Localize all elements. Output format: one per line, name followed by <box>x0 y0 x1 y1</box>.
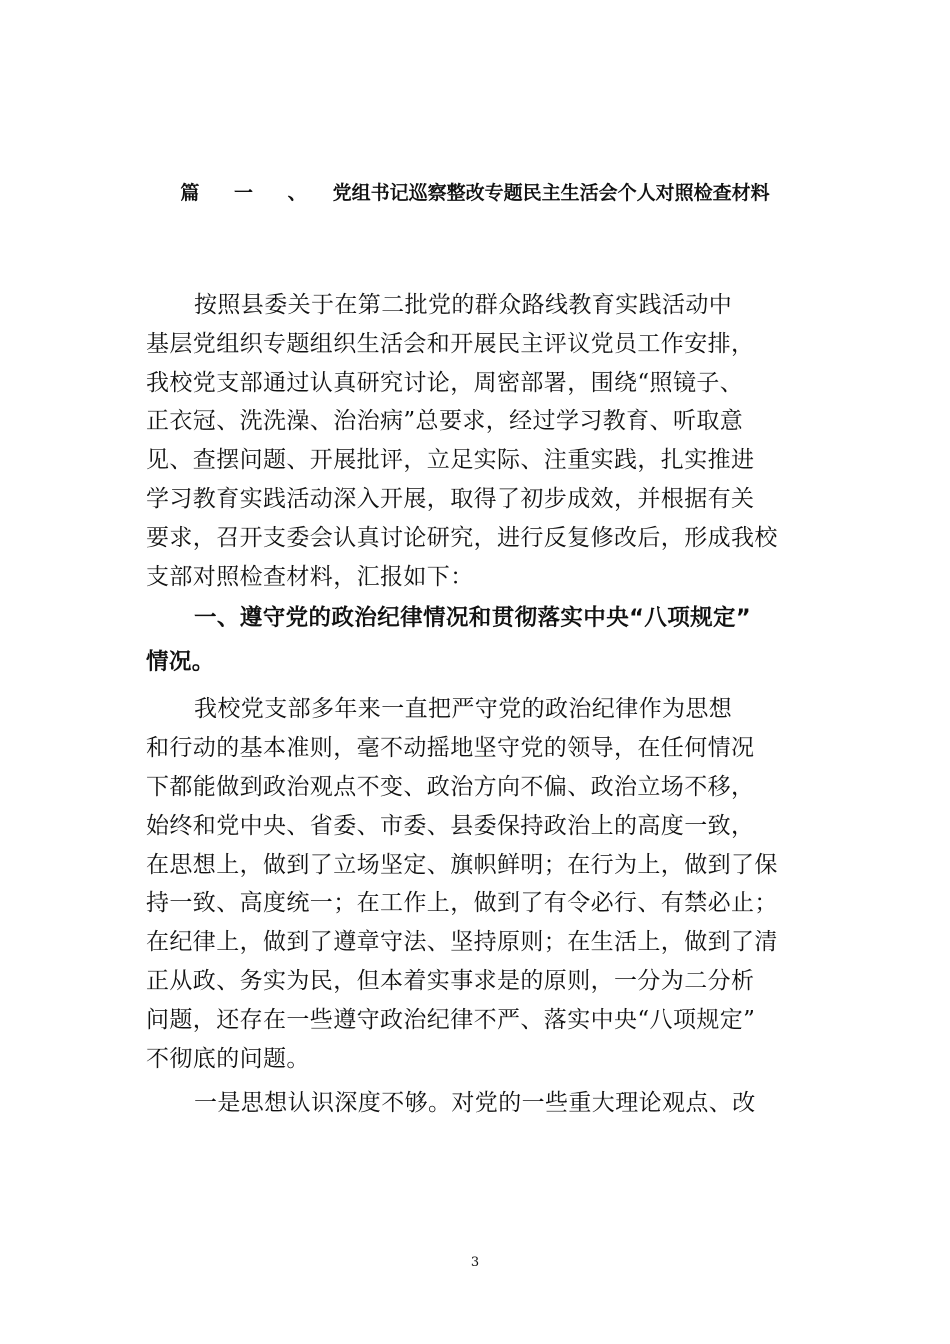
paragraph-line: 在纪律上，做到了遵章守法、坚持原则；在生活上，做到了清 <box>146 929 778 956</box>
paragraph-line: 始终和党中央、省委、市委、县委保持政治上的高度一致， <box>146 812 755 839</box>
paragraph-line: 一是思想认识深度不够。对党的一些重大理论观点、改 <box>194 1090 756 1117</box>
document-title <box>0 178 950 208</box>
page-number: 3 <box>470 1255 480 1270</box>
title-label: 篇 一 、 <box>180 182 321 204</box>
paragraph-line: 基层党组织专题组织生活会和开展民主评议党员工作安排， <box>146 330 755 357</box>
title-text: 党组书记巡察整改专题民主生活会个人对照检查材料 <box>332 182 770 204</box>
paragraph-line: 我校党支部通过认真研究讨论，周密部署，围绕“照镜子、 <box>146 369 744 396</box>
paragraph-line: 见、查摆问题、开展批评，立足实际、注重实践，扎实推进 <box>146 447 755 474</box>
paragraph-line: 在思想上，做到了立场坚定、旗帜鲜明；在行为上，做到了保 <box>146 851 778 878</box>
paragraph-line: 问题，还存在一些遵守政治纪律不严、落实中央“八项规定” <box>146 1006 756 1033</box>
paragraph-line: 和行动的基本准则，毫不动摇地坚守党的领导，在任何情况 <box>146 735 755 762</box>
paragraph-line: 不彻底的问题。 <box>146 1045 310 1072</box>
section-heading: 一、遵守党的政治纪律情况和贯彻落实中央“八项规定” <box>194 605 752 632</box>
paragraph-line: 支部对照检查材料，汇报如下： <box>146 563 474 590</box>
paragraph-line: 我校党支部多年来一直把严守党的政治纪律作为思想 <box>194 696 733 723</box>
paragraph-line: 下都能做到政治观点不变、政治方向不偏、政治立场不移， <box>146 773 755 800</box>
document-body <box>146 286 818 1123</box>
paragraph-line: 按照县委关于在第二批党的群众路线教育实践活动中 <box>194 292 733 318</box>
paragraph-line: 正衣冠、洗洗澡、治治病”总要求，经过学习教育、听取意 <box>146 408 744 435</box>
paragraph-line: 要求，召开支委会认真讨论研究，进行反复修改后，形成我校 <box>146 524 778 551</box>
paragraph-line: 正从政、务实为民，但本着实事求是的原则，一分为二分析 <box>146 967 755 994</box>
paragraph-line: 持一致、高度统一；在工作上，做到了有令必行、有禁必止； <box>146 890 778 917</box>
paragraph-line: 学习教育实践活动深入开展，取得了初步成效，并根据有关 <box>146 485 755 512</box>
section-heading: 情况。 <box>146 649 215 676</box>
